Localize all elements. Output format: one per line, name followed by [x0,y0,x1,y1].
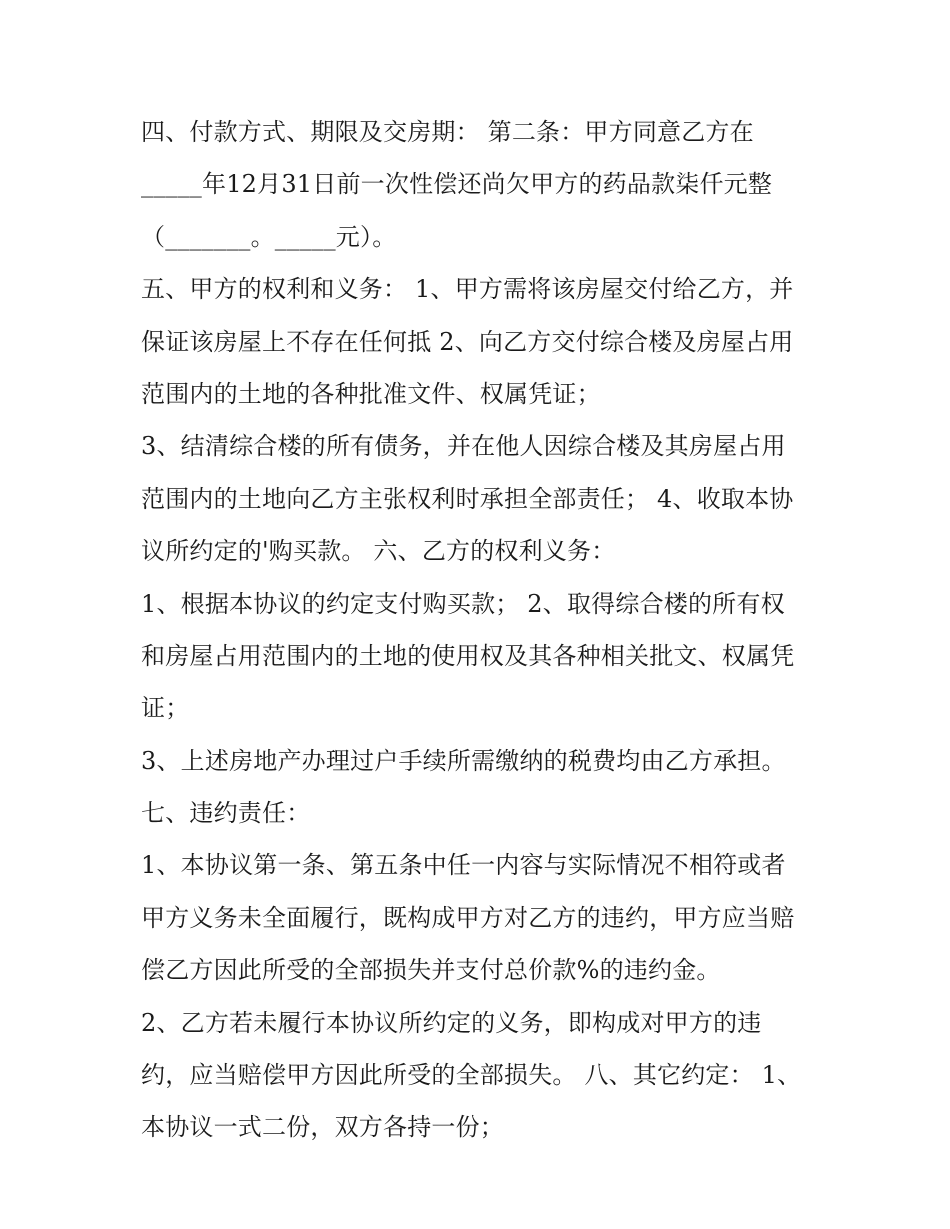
text-line: 甲方义务未全面履行，既构成甲方对乙方的违约，甲方应当赔 [141,903,795,932]
document-body [141,106,821,1154]
text-line: 1、根据本协议的约定支付购买款； 2、取得综合楼的所有权 [141,589,785,618]
text-line: 范围内的土地向乙方主张权利时承担全部责任； 4、收取本协 [141,484,794,513]
text-line: 1、本协议第一条、第五条中任一内容与实际情况不相符或者 [141,851,786,880]
text-line: 七、违约责任： [141,799,311,828]
text-line: 2、乙方若未履行本协议所约定的义务，即构成对甲方的违 [141,1008,762,1037]
text-line: 四、付款方式、期限及交房期： 第二条：甲方同意乙方在 [141,118,754,146]
text-line: 五、甲方的权利和义务： 1、甲方需将该房屋交付给乙方，并 [141,275,794,304]
text-line: _____年12月31日前一次性偿还尚欠甲方的药品款柒仟元整 [141,170,773,199]
text-line: 议所约定的'购买款。 六、乙方的权利义务： [141,537,616,566]
text-line: 本协议一式二份，双方各持一份； [141,1113,504,1142]
text-line: 保证该房屋上不存在任何抵 2、向乙方交付综合楼及房屋占用 [141,327,794,356]
text-line: 范围内的土地的各种批准文件、权属凭证； [141,379,601,408]
text-line: （_______。_____元）。 [141,222,397,251]
text-line: 3、结清综合楼的所有债务，并在他人因综合楼及其房屋占用 [141,432,786,461]
text-line: 和房屋占用范围内的土地的使用权及其各种相关批文、权属凭 [141,641,795,670]
text-line: 证； [141,694,190,723]
text-line: 3、上述房地产办理过户手续所需缴纳的税费均由乙方承担。 [141,746,786,775]
text-line: 约，应当赔偿甲方因此所受的全部损失。 八、其它约定： 1、 [141,1061,802,1090]
text-line: 偿乙方因此所受的全部损失并支付总价款%的违约金。 [141,956,721,985]
